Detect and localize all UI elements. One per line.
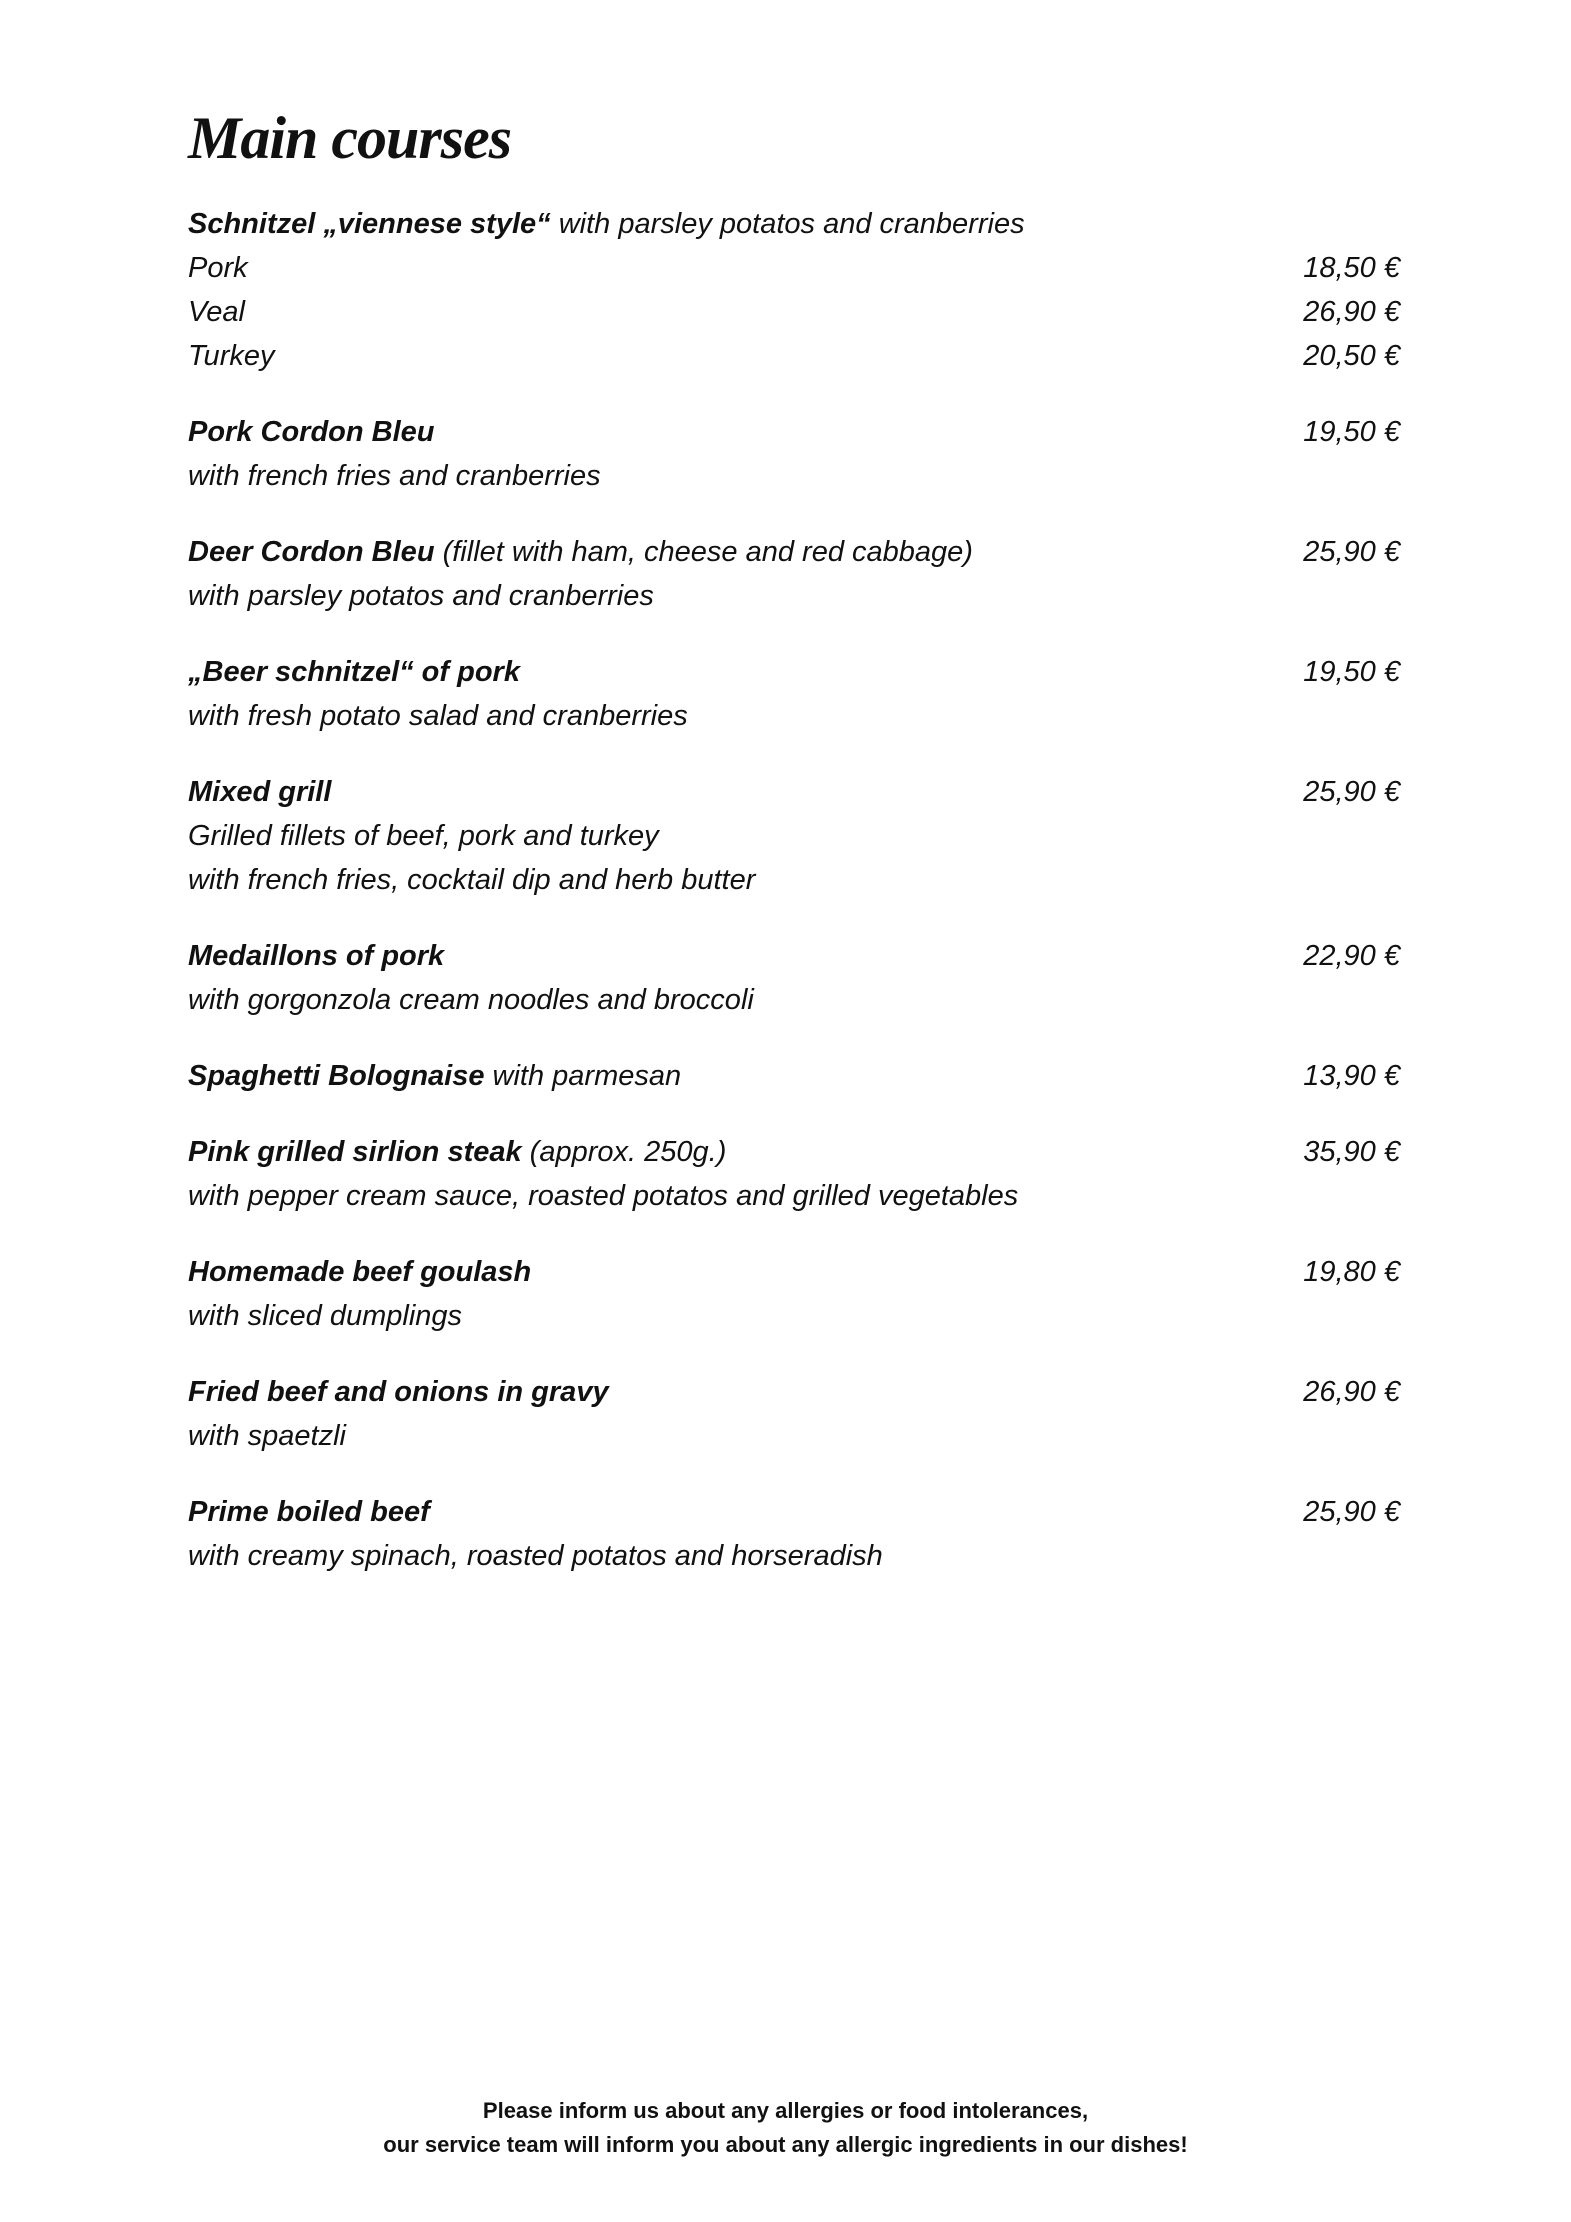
price: 20,50 € <box>1303 340 1400 372</box>
variant-label: Pork <box>188 252 248 284</box>
price: 26,90 € <box>1303 1376 1400 1408</box>
dish-description: with fresh potato salad and cranberries <box>188 700 688 732</box>
allergy-notice <box>0 2094 1571 2162</box>
dish-description: with parmesan <box>484 1060 682 1092</box>
dish-note: (fillet with ham, cheese and red cabbage) <box>434 536 973 568</box>
variant-label: Veal <box>188 296 245 328</box>
dish-description: with creamy spinach, roasted potatos and horseradish <box>188 1540 883 1572</box>
menu-item-goulash <box>188 1250 1400 1294</box>
dish-name: „Beer schnitzel“ of pork <box>188 656 520 688</box>
price: 25,90 € <box>1303 536 1400 568</box>
menu-item-schnitzel <box>188 202 1400 246</box>
dish-name: Mixed grill <box>188 776 332 808</box>
variant-row <box>188 246 1400 290</box>
dish-name: Prime boiled beef <box>188 1496 430 1528</box>
dish-name: Medaillons of pork <box>188 940 445 972</box>
price: 25,90 € <box>1303 776 1400 808</box>
dish-description: with sliced dumplings <box>188 1300 463 1332</box>
menu-item-fried-beef <box>188 1370 1400 1414</box>
variant-label: Turkey <box>188 340 275 372</box>
price: 25,90 € <box>1303 1496 1400 1528</box>
dish-name: Homemade beef goulash <box>188 1256 532 1288</box>
price: 35,90 € <box>1303 1136 1400 1168</box>
price: 22,90 € <box>1303 940 1400 972</box>
allergy-notice-line: Please inform us about any allergies or food intolerances, <box>482 2098 1089 2123</box>
menu-item-medaillons <box>188 934 1400 978</box>
price: 26,90 € <box>1303 296 1400 328</box>
dish-description: Grilled fillets of beef, pork and turkey <box>188 820 659 852</box>
price: 19,50 € <box>1303 416 1400 448</box>
variant-row <box>188 290 1400 334</box>
dish-description: with french fries and cranberries <box>188 460 601 492</box>
dish-name: Pork Cordon Bleu <box>188 416 435 448</box>
dish-name: Spaghetti Bolognaise <box>188 1060 485 1092</box>
menu-item-beer-schnitzel <box>188 650 1400 694</box>
dish-name: Pink grilled sirlion steak <box>188 1136 522 1168</box>
price: 18,50 € <box>1303 252 1400 284</box>
menu-item-boiled-beef <box>188 1490 1400 1534</box>
menu-item-mixed-grill <box>188 770 1400 814</box>
menu-item-cordon-bleu <box>188 410 1400 454</box>
dish-description: with parsley potatos and cranberries <box>550 208 1025 240</box>
dish-description: with gorgonzola cream noodles and broccoli <box>188 984 754 1016</box>
dish-description: with parsley potatos and cranberries <box>188 580 654 612</box>
dish-name: Deer Cordon Bleu <box>188 536 435 568</box>
dish-description: with pepper cream sauce, roasted potatos and grilled vegetables <box>188 1180 1019 1212</box>
dish-description: with french fries, cocktail dip and herb butter <box>188 864 756 896</box>
dish-name: Schnitzel „viennese style“ <box>188 208 551 240</box>
price: 13,90 € <box>1303 1060 1400 1092</box>
menu-item-spaghetti <box>188 1054 1400 1098</box>
dish-note: (approx. 250g.) <box>521 1136 727 1168</box>
menu-list <box>188 202 1400 1578</box>
variant-row <box>188 334 1400 378</box>
dish-description: with spaetzli <box>188 1420 346 1452</box>
page-title: Main courses <box>188 105 512 171</box>
price: 19,50 € <box>1303 656 1400 688</box>
menu-item-deer-cordon-bleu <box>188 530 1400 574</box>
dish-name: Fried beef and onions in gravy <box>188 1376 609 1408</box>
menu-item-steak <box>188 1130 1400 1174</box>
allergy-notice-line: our service team will inform you about any allergic ingredients in our dishes! <box>383 2132 1188 2157</box>
price: 19,80 € <box>1303 1256 1400 1288</box>
